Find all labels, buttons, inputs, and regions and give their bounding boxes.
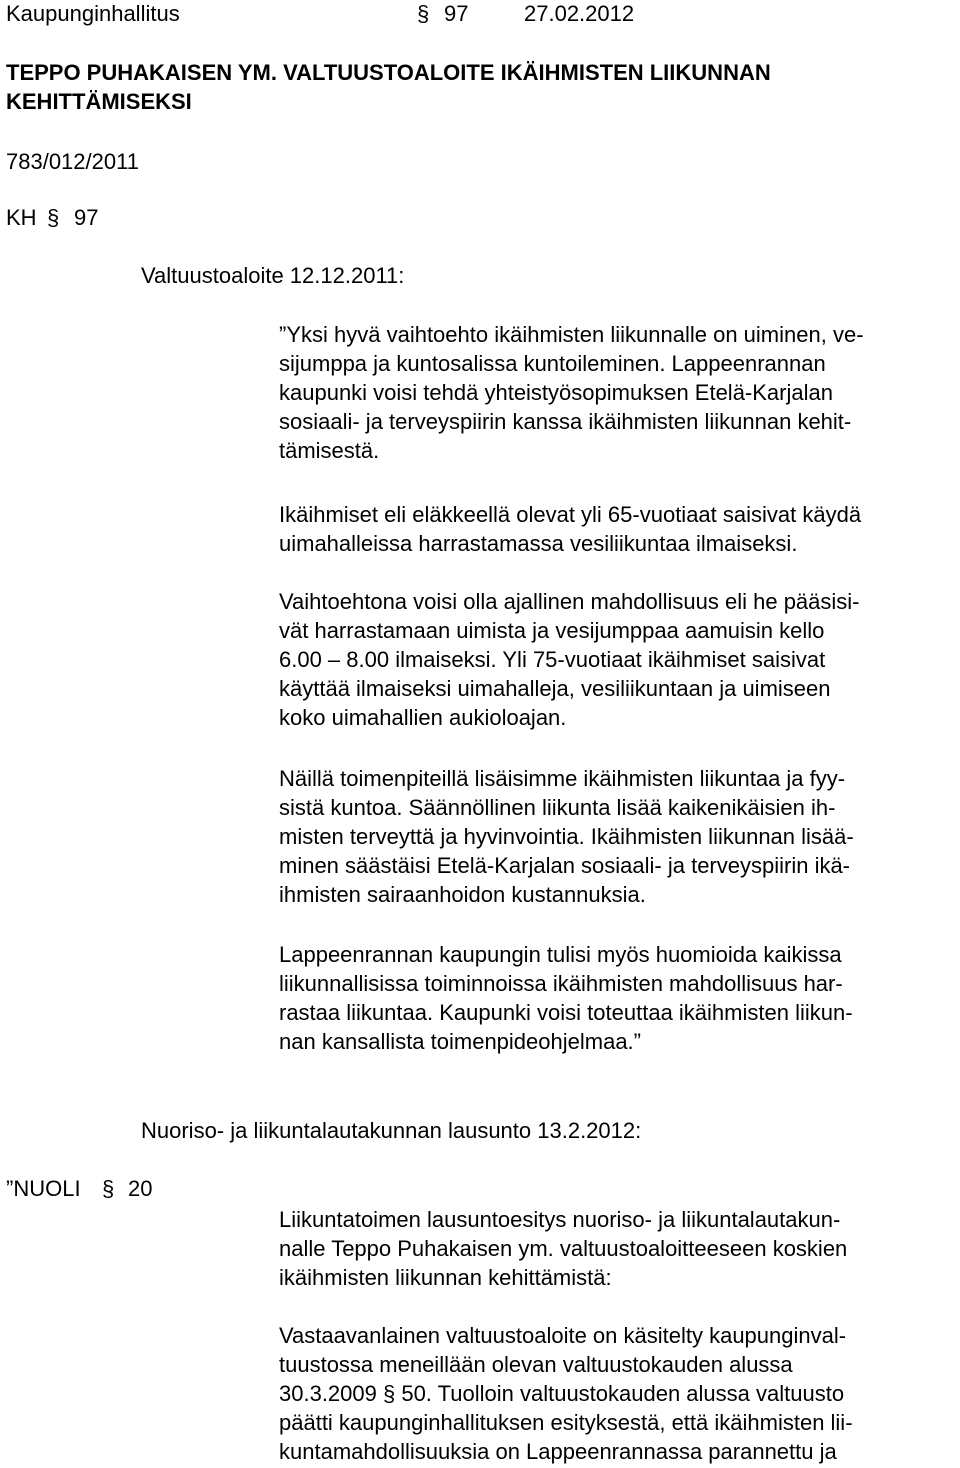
text-line: misten terveyttä ja hyvinvointia. Ikäihmisten liikunnan lisää- <box>279 824 854 849</box>
text-line: kaupunki voisi tehdä yhteistyösopimuksen Etelä-Karjalan <box>279 380 833 405</box>
header-section-number: 97 <box>444 1 469 26</box>
initiative-paragraph-1 <box>279 320 951 465</box>
initiative-heading: Valtuustoaloite 12.12.2011: <box>141 263 405 288</box>
text-line: koko uimahallien aukioloajan. <box>279 705 567 730</box>
nuoli-number: 20 <box>128 1176 153 1201</box>
text-line: Lappeenrannan kaupungin tulisi myös huomioida kaikissa <box>279 942 842 967</box>
kh-section-sign: § <box>47 205 60 230</box>
text-line: liikunnallisissa toiminnoissa ikäihmisten mahdollisuus har- <box>279 971 843 996</box>
nuoli-label: ”NUOLI <box>6 1176 81 1201</box>
text-line: 30.3.2009 § 50. Tuolloin valtuustokauden alussa valtuusto <box>279 1381 845 1406</box>
text-line: päätti kaupunginhallituksen esityksestä, että ikäihmisten lii- <box>279 1410 853 1435</box>
text-line: 6.00 – 8.00 ilmaiseksi. Yli 75-vuotiaat ikäihmiset saisivat <box>279 647 826 672</box>
kh-label: KH <box>6 205 37 230</box>
diary-number: 783/012/2011 <box>6 149 139 174</box>
statement-heading: Nuoriso- ja liikuntalautakunnan lausunto 13.2.2012: <box>141 1118 642 1143</box>
text-line: minen säästäisi Etelä-Karjalan sosiaali- ja terveyspiirin ikä- <box>279 853 851 878</box>
header-section-sign: § <box>417 1 430 26</box>
text-line: ihmisten sairaanhoidon kustannuksia. <box>279 882 646 907</box>
document-title-line-1: TEPPO PUHAKAISEN YM. VALTUUSTOALOITE IKÄIHMISTEN LIIKUNNAN <box>6 60 771 85</box>
document-title-line-2: KEHITTÄMISEKSI <box>6 89 192 114</box>
text-line: sosiaali- ja terveyspiirin kanssa ikäihmisten liikunnan kehit- <box>279 409 852 434</box>
document-header <box>6 0 706 28</box>
nuoli-reference <box>6 1175 206 1203</box>
header-date: 27.02.2012 <box>524 1 635 26</box>
kh-reference <box>6 204 206 232</box>
initiative-paragraph-2 <box>279 500 951 558</box>
statement-paragraph-1 <box>279 1205 951 1292</box>
text-line: Ikäihmiset eli eläkkeellä olevat yli 65-vuotiaat saisivat käydä <box>279 502 862 527</box>
text-line: Vastaavanlainen valtuustoaloite on käsitelty kaupunginval- <box>279 1323 847 1348</box>
kh-number: 97 <box>74 205 99 230</box>
nuoli-section-sign: § <box>102 1176 115 1201</box>
statement-paragraph-2 <box>279 1321 951 1466</box>
text-line: Liikuntatoimen lausuntoesitys nuoriso- ja liikuntalautakun- <box>279 1207 841 1232</box>
text-line: ”Yksi hyvä vaihtoehto ikäihmisten liikunnalle on uiminen, ve- <box>279 322 864 347</box>
text-line: vät harrastamaan uimista ja vesijumppaa aamuisin kello <box>279 618 825 643</box>
text-line: käyttää ilmaiseksi uimahalleja, vesiliikuntaan ja uimiseen <box>279 676 831 701</box>
text-line: Vaihtoehtona voisi olla ajallinen mahdollisuus eli he pääsisi- <box>279 589 860 614</box>
initiative-paragraph-5 <box>279 940 951 1056</box>
text-line: sijumppa ja kuntosalissa kuntoileminen. Lappeenrannan <box>279 351 826 376</box>
initiative-paragraph-3 <box>279 587 951 732</box>
text-line: uimahalleissa harrastamassa vesiliikuntaa ilmaiseksi. <box>279 531 798 556</box>
initiative-paragraph-4 <box>279 764 951 909</box>
text-line: tuustossa meneillään olevan valtuustokauden alussa <box>279 1352 793 1377</box>
text-line: sistä kuntoa. Säännöllinen liikunta lisää kaikenikäisien ih- <box>279 795 836 820</box>
text-line: kuntamahdollisuuksia on Lappeenrannassa parannettu ja <box>279 1439 837 1464</box>
text-line: nan kansallista toimenpideohjelmaa.” <box>279 1029 641 1054</box>
text-line: nalle Teppo Puhakaisen ym. valtuustoaloitteeseen koskien <box>279 1236 848 1261</box>
text-line: rastaa liikuntaa. Kaupunki voisi toteuttaa ikäihmisten liikun- <box>279 1000 853 1025</box>
text-line: ikäihmisten liikunnan kehittämistä: <box>279 1265 612 1290</box>
text-line: tämisestä. <box>279 438 380 463</box>
text-line: Näillä toimenpiteillä lisäisimme ikäihmisten liikuntaa ja fyy- <box>279 766 846 791</box>
header-org: Kaupunginhallitus <box>6 1 180 26</box>
